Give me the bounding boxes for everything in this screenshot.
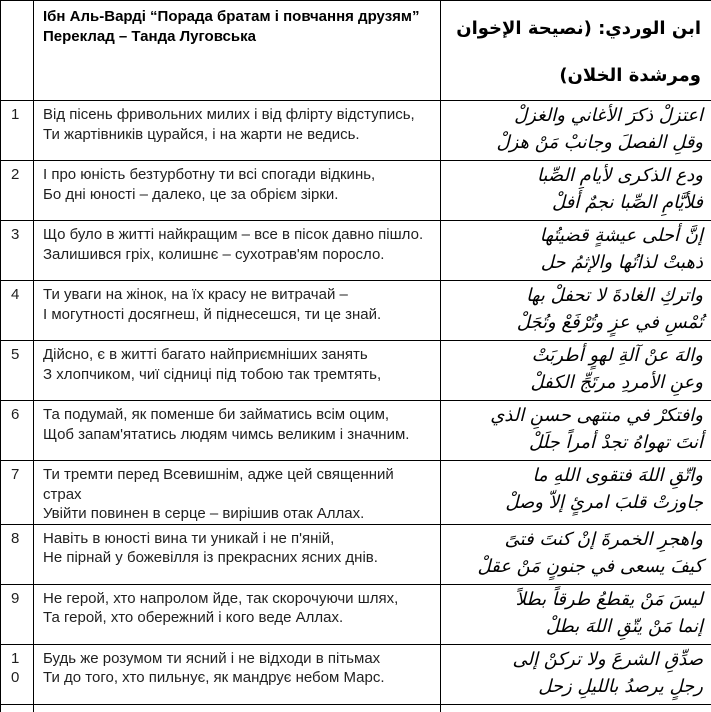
verse-line: والهَ عنْ آلةِ لهوٍ أطربَتْ [531, 345, 703, 366]
verse-line: І могутності досягнеш, й піднесешся, ти це знай. [43, 305, 382, 323]
verse-line: جاوزتْ قلبَ امرئٍ إلاّ وصلْ [505, 492, 703, 513]
arabic-verse [441, 161, 711, 221]
verse-line: Та герой, хто обережний і кого веде Аллах. [43, 609, 344, 626]
ukrainian-verse [34, 584, 441, 644]
arabic-verse [441, 644, 711, 704]
verse-line: ليسَ مَنْ يقطعُ طرقاً بطلاً [515, 588, 703, 610]
row-number: 10 [1, 644, 34, 704]
verse-line: واتركِ الغادةَ لا تحفلْ بها [526, 285, 703, 306]
row-number: 1 [1, 101, 34, 161]
verse-line: Та подумай, як поменше би займатись всім оцим, [43, 406, 390, 423]
verse-line: أنتَ تهواهُ تجدْ أمراً جلَلْ [529, 432, 703, 453]
ukrainian-verse [34, 281, 441, 341]
arabic-verse [441, 101, 711, 161]
table-row [1, 341, 711, 401]
arabic-verse [441, 704, 711, 712]
verse-line: Бо дні юності – далеко, це за обрієм зірки. [43, 185, 339, 203]
ukrainian-verse [34, 221, 441, 281]
verse-line: Що було в житті найкращим – все в пісок давно пішло. [43, 226, 424, 243]
arabic-verse [441, 461, 711, 525]
verse-line: صدِّقِ الشرعَ ولا تركنْ إلى [512, 648, 703, 670]
ukrainian-verse [34, 161, 441, 221]
arabic-verse [441, 584, 711, 644]
table-row [1, 644, 711, 704]
ukrainian-verse [34, 101, 441, 161]
verse-line: Дійсно, є в житті багато найприємніших занять [43, 346, 368, 363]
arabic-verse [441, 281, 711, 341]
verse-line: Ти уваги на жінок, на їх красу не витрачай – [43, 286, 348, 303]
verse-line: تُمْسِ في عزٍ وتُرْفَعْ وتُجَلْ [516, 312, 703, 333]
verse-line: Навіть в юності вина ти уникай і не п'яній, [43, 529, 335, 547]
verse-line: رجلٍ يرصدُ بالليلِ زحل [538, 675, 703, 697]
ukrainian-verse [34, 341, 441, 401]
row-number: 7 [1, 461, 34, 525]
row-number: 6 [1, 401, 34, 461]
verse-line: З хлопчиком, чиї сідниці під тобою так тремтять, [43, 365, 382, 383]
header-row [1, 1, 711, 101]
title-line: Ібн Аль-Варді “Порада братам і повчання друзям” [43, 8, 420, 25]
row-number: 3 [1, 221, 34, 281]
row-number: 5 [1, 341, 34, 401]
clipped-next-row [1, 704, 711, 712]
verse-line: Будь же розумом ти ясний і не відходи в пітьмах [43, 649, 381, 667]
arabic-title-cell [441, 1, 711, 101]
header-number-cell [1, 1, 34, 101]
verse-line: Не герой, хто напролом йде, так скорочуючи шлях, [43, 589, 399, 607]
verse-line: Щоб запам'ятатись людям чимсь великим і значним. [43, 425, 410, 443]
verse-line: І про юність безтурботну ти всі спогади відкинь, [43, 166, 376, 183]
row-number: 2 [1, 161, 34, 221]
arabic-title-line-1: ابن الوردي: (نصيحة الإخوان [456, 18, 701, 39]
verse-line: Залишився гріх, колишнє – сухотрав'ям поросло. [43, 245, 385, 263]
arabic-verse [441, 341, 711, 401]
verse-line: Ти жартівників цурайся, і на жарти не ведись. [43, 125, 360, 143]
verse-line: واتّقِ اللهَ فتقوى اللهِ ما [532, 465, 703, 486]
verse-line: وافتكرْ في منتهى حسنِ الذي [490, 405, 703, 426]
verse-line: Не пірнай у божевілля із прекрасних ясних днів. [43, 549, 378, 566]
verse-line: واهجرِ الخمرةَ إنْ كنتَ فتىً [504, 528, 703, 550]
row-number: 9 [1, 584, 34, 644]
verse-line: وعنِ الأمردِ مرتَجِّ الكفلْ [530, 372, 703, 393]
row-number [1, 704, 34, 712]
ukrainian-verse [34, 704, 441, 712]
translator-line: Переклад – Танда Луговська [43, 28, 256, 45]
verse-line: اعتزلْ ذكرَ الأغاني والغزلْ [514, 105, 703, 126]
title-cell [34, 1, 441, 101]
verse-line: Увійти повинен в серце – вирішив отак Аллах. [43, 505, 365, 522]
arabic-verse [441, 524, 711, 584]
arabic-verse [441, 221, 711, 281]
ukrainian-verse [34, 401, 441, 461]
verse-line: إنَّ أحلى عيشةٍ قضيتُها [539, 225, 703, 246]
table-row [1, 401, 711, 461]
table-row [1, 161, 711, 221]
verse-line: Від пісень фривольних милих і від флірту відступись, [43, 106, 415, 123]
ukrainian-verse [34, 644, 441, 704]
verse-line: إنما مَنْ يتّقِ اللهَ بطلْ [545, 615, 703, 637]
verse-line: كيفَ يسعى في جنونٍ مَنْ عقلْ [477, 555, 703, 577]
row-number: 4 [1, 281, 34, 341]
verse-line: Ти тремти перед Всевишнім, адже цей священний страх [43, 466, 394, 503]
row-number: 8 [1, 524, 34, 584]
verse-line: فلأيَّامِ الصِّبا نجمٌ أفلْ [551, 192, 703, 213]
ukrainian-verse [34, 524, 441, 584]
verse-line: وقلِ الفصلَ وجانبْ مَنْ هزلْ [496, 132, 703, 153]
table-row [1, 461, 711, 525]
arabic-title-line-2: ومرشدة الخلان) [559, 65, 701, 86]
table-row [1, 281, 711, 341]
arabic-verse [441, 401, 711, 461]
table-row [1, 221, 711, 281]
table-row [1, 101, 711, 161]
verse-line: Ти до того, хто пильнує, як мандрує небом Марс. [43, 669, 385, 686]
verse-line: ودع الذكرى لأيامِ الصِّبا [536, 165, 703, 186]
verse-line: ذهبتْ لذاتُها والإثمُ حل [540, 252, 703, 273]
ukrainian-verse [34, 461, 441, 525]
table-row [1, 584, 711, 644]
table-row [1, 524, 711, 584]
